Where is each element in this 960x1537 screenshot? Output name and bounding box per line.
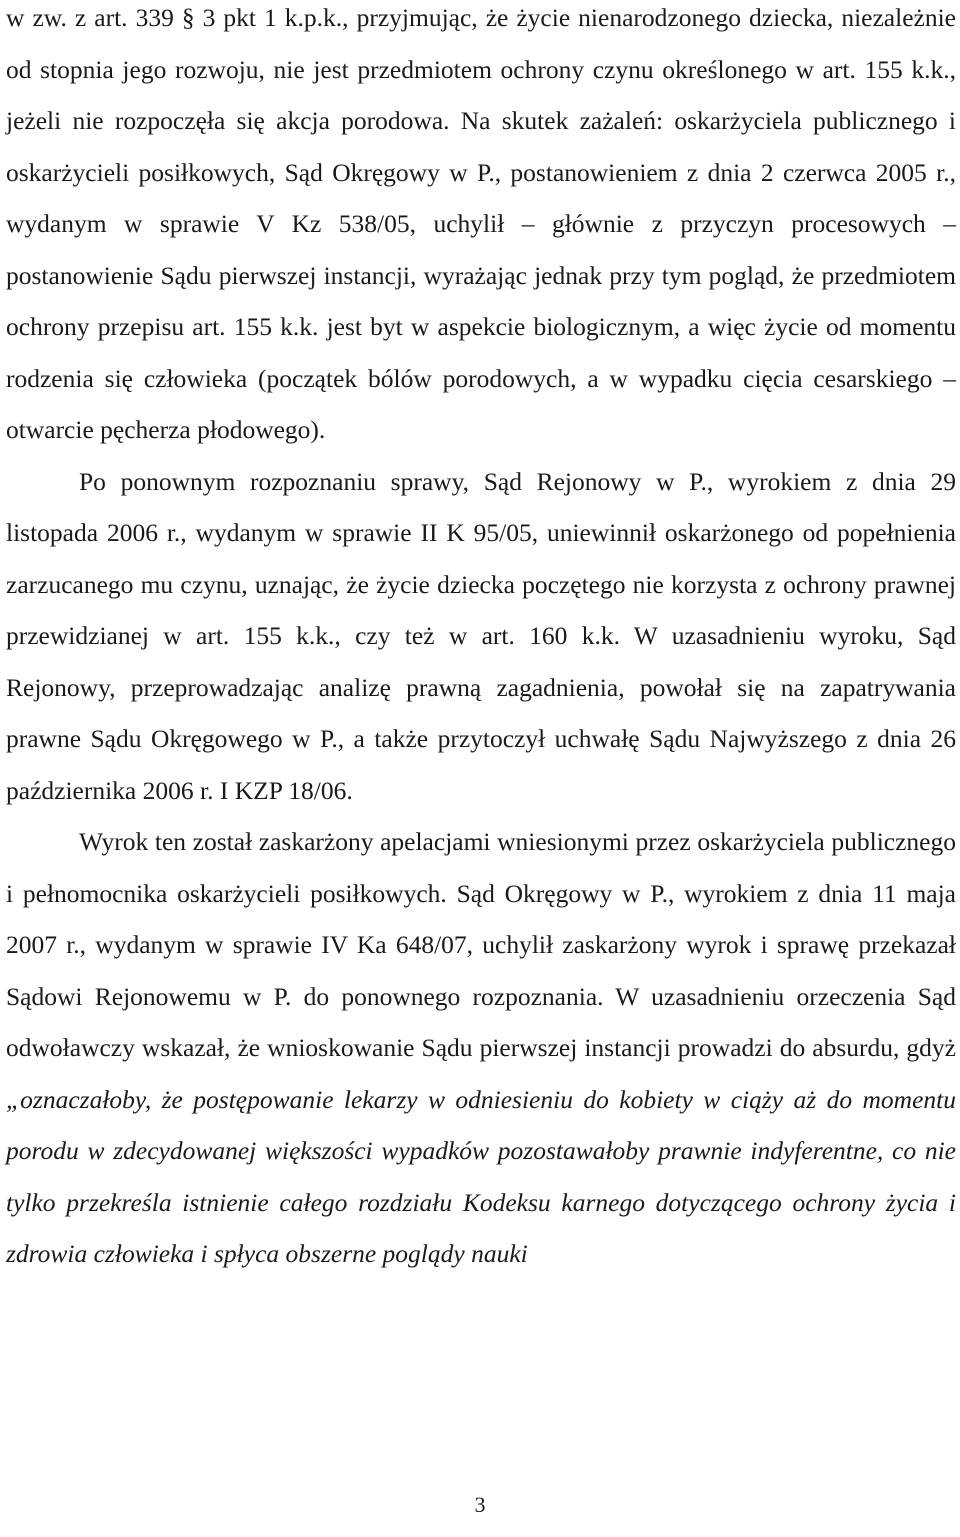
paragraph-2: [6, 456, 956, 817]
paragraph-3: [6, 816, 956, 1280]
paragraph-1-text: w zw. z art. 339 § 3 pkt 1 k.p.k., przyjmując, że życie nienarodzonego dziecka, niezależnie od stopnia jego rozwoju, nie jest przedmiotem ochrony czynu określonego w art. 155 k.k., jeżeli nie rozpoczęła się akcja porodowa. Na skutek zażaleń: oskarżyciela publicznego i oskarżycieli posiłkowych, Sąd Okręgowy w P., postanowieniem z dnia 2 czerwca 2005 r., wydanym w sprawie V Kz 538/05, uchylił – głównie z przyczyn procesowych – postanowienie Sądu pierwszej instancji, wyrażając jednak przy tym pogląd, że przedmiotem ochrony przepisu art. 155 k.k. jest byt w aspekcie biologicznym, a więc życie od momentu rodzenia się człowieka (początek bólów porodowych, a w wypadku cięcia cesarskiego – otwarcie pęcherza płodowego).: [6, 3, 956, 444]
court-quote: „oznaczałoby, że postępowanie lekarzy w odniesieniu do kobiety w ciąży aż do momentu porodu w zdecydowanej większości wypadków pozostawałoby prawnie indyferentne, co nie tylko przekreśla istnienie całego rozdziału Kodeksu karnego dotyczącego ochrony życia i zdrowia człowieka i spłyca obszerne poglądy nauki: [6, 1084, 956, 1268]
paragraph-1: [6, 0, 956, 456]
paragraph-2-text: Po ponownym rozpoznaniu sprawy, Sąd Rejonowy w P., wyrokiem z dnia 29 listopada 2006 r., wydanym w sprawie II K 95/05, uniewinnił oskarżonego od popełnienia zarzucanego mu czynu, uznając, że życie dziecka poczętego nie korzysta z ochrony prawnej przewidzianej w art. 155 k.k., czy też w art. 160 k.k. W uzasadnieniu wyroku, Sąd Rejonowy, przeprowadzając analizę prawną zagadnienia, powołał się na zapatrywania prawne Sądu Okręgowego w P., a także przytoczył uchwałę Sądu Najwyższego z dnia 26 października 2006 r. I KZP 18/06.: [6, 466, 956, 805]
paragraph-3-text: Wyrok ten został zaskarżony apelacjami wniesionymi przez oskarżyciela publicznego i pełnomocnika oskarżycieli posiłkowych. Sąd Okręgowy w P., wyrokiem z dnia 11 maja 2007 r., wydanym w sprawie IV Ka 648/07, uchylił zaskarżony wyrok i sprawę przekazał Sądowi Rejonowemu w P. do ponownego rozpoznania. W uzasadnieniu orzeczenia Sąd odwoławczy wskazał, że wnioskowanie Sądu pierwszej instancji prowadzi do absurdu, gdyż: [6, 827, 956, 1062]
document-page: [6, 0, 956, 1280]
page-number: 3: [474, 1492, 486, 1517]
